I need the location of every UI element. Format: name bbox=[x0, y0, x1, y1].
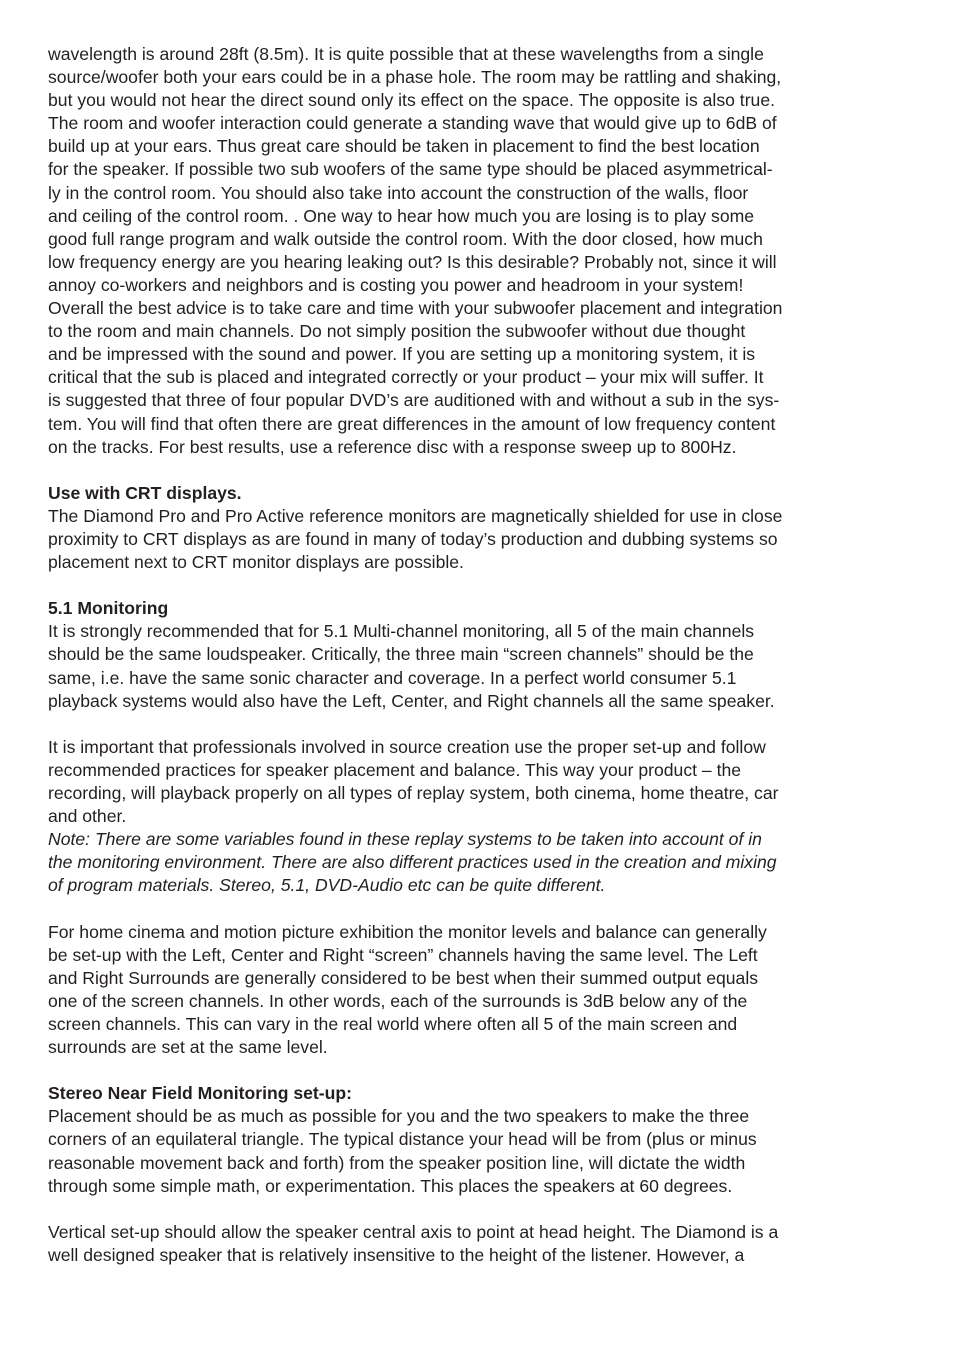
text-line: good full range program and walk outside the control room. With the door closed, how much bbox=[48, 228, 763, 249]
section-heading: Use with CRT displays. bbox=[48, 482, 242, 503]
text-line: one of the screen channels. In other words, each of the surrounds is 3dB below any of the bbox=[48, 990, 748, 1011]
text-line: Placement should be as much as possible for you and the two speakers to make the three bbox=[48, 1106, 750, 1127]
paragraph-spacer bbox=[48, 574, 868, 597]
intro-paragraph bbox=[48, 43, 868, 459]
monitoring-section bbox=[48, 597, 868, 1059]
text-line: recommended practices for speaker placement and balance. This way your product – the bbox=[48, 759, 742, 780]
text-line: and Right Surrounds are generally considered to be best when their summed output equals bbox=[48, 967, 759, 988]
paragraph-spacer bbox=[48, 1059, 868, 1082]
text-line: The room and woofer interaction could generate a standing wave that would give up to 6dB of bbox=[48, 113, 777, 134]
text-line: recording, will playback properly on all types of replay system, both cinema, home theatre, car bbox=[48, 783, 779, 803]
text-line: placement next to CRT monitor displays are possible. bbox=[48, 552, 464, 573]
text-line: wavelength is around 28ft (8.5m). It is quite possible that at these wavelengths from a single bbox=[48, 44, 764, 64]
text-line: Vertical set-up should allow the speaker central axis to point at head height. The Diamond is a bbox=[48, 1221, 779, 1242]
stereo-section bbox=[48, 1082, 868, 1267]
section-heading: Stereo Near Field Monitoring set-up: bbox=[48, 1083, 352, 1104]
paragraph-spacer bbox=[48, 459, 868, 482]
text-line: tem. You will find that often there are great differences in the amount of low frequency content bbox=[48, 413, 776, 434]
text-line: playback systems would also have the Left, Center, and Right channels all the same speaker. bbox=[48, 690, 775, 711]
text-line: proximity to CRT displays as are found in many of today’s production and dubbing systems so bbox=[48, 528, 778, 549]
text-line: same, i.e. have the same sonic character and coverage. In a perfect world consumer 5.1 bbox=[48, 667, 737, 688]
text-line: annoy co-workers and neighbors and is costing you power and headroom in your system! bbox=[48, 274, 744, 295]
crt-section bbox=[48, 482, 868, 574]
text-line: corners of an equilateral triangle. The typical distance your head will be from (plus or minus bbox=[48, 1129, 757, 1150]
text-line: is suggested that three of four popular DVD’s are auditioned with and without a sub in the sys- bbox=[48, 390, 780, 411]
text-line: through some simple math, or experimentation. This places the speakers at 60 degrees. bbox=[48, 1175, 733, 1196]
paragraph-spacer bbox=[48, 1198, 868, 1221]
text-line: For home cinema and motion picture exhibition the monitor levels and balance can generally bbox=[48, 921, 767, 942]
text-line: and be impressed with the sound and power. If you are setting up a monitoring system, it is bbox=[48, 344, 756, 365]
text-line: surrounds are set at the same level. bbox=[48, 1037, 328, 1058]
note-line: Note: There are some variables found in these replay systems to be taken into account of in bbox=[48, 829, 762, 850]
text-line: source/woofer both your ears could be in a phase hole. The room may be rattling and shaking, bbox=[48, 67, 782, 88]
text-line: and other. bbox=[48, 806, 127, 827]
text-line: on the tracks. For best results, use a reference disc with a response sweep up to 800Hz. bbox=[48, 436, 737, 457]
text-line: but you would not hear the direct sound only its effect on the space. The opposite is also true. bbox=[48, 90, 776, 111]
section-heading: 5.1 Monitoring bbox=[48, 598, 169, 619]
text-line: It is strongly recommended that for 5.1 Multi-channel monitoring, all 5 of the main channels bbox=[48, 621, 755, 642]
text-line: reasonable movement back and forth) from the speaker position line, will dictate the width bbox=[48, 1152, 746, 1173]
text-line: critical that the sub is placed and integrated correctly or your product – your mix will suffer. It bbox=[48, 367, 764, 388]
text-line: build up at your ears. Thus great care should be taken in placement to find the best location bbox=[48, 136, 760, 157]
document-page bbox=[48, 43, 868, 1267]
paragraph-spacer bbox=[48, 897, 868, 920]
text-line: for the speaker. If possible two sub woofers of the same type should be placed asymmetrical- bbox=[48, 159, 773, 180]
text-line: low frequency energy are you hearing leaking out? Is this desirable? Probably not, since it will bbox=[48, 251, 777, 272]
text-line: to the room and main channels. Do not simply position the subwoofer without due thought bbox=[48, 321, 746, 342]
text-line: Overall the best advice is to take care and time with your subwoofer placement and integration bbox=[48, 298, 783, 319]
text-line: and ceiling of the control room. . One way to hear how much you are losing is to play some bbox=[48, 205, 755, 226]
text-line: ly in the control room. You should also take into account the construction of the walls, floor bbox=[48, 182, 749, 203]
paragraph-spacer bbox=[48, 713, 868, 736]
text-line: be set-up with the Left, Center and Right “screen” channels having the same level. The Left bbox=[48, 944, 758, 965]
note-line: the monitoring environment. There are also different practices used in the creation and mixing bbox=[48, 852, 777, 873]
text-line: screen channels. This can vary in the real world where often all 5 of the main screen and bbox=[48, 1013, 738, 1034]
text-line: well designed speaker that is relatively insensitive to the height of the listener. However, a bbox=[48, 1244, 745, 1265]
text-line: It is important that professionals involved in source creation use the proper set-up and follow bbox=[48, 736, 766, 757]
text-line: The Diamond Pro and Pro Active reference monitors are magnetically shielded for use in close bbox=[48, 505, 783, 526]
text-line: should be the same loudspeaker. Critically, the three main “screen channels” should be the bbox=[48, 644, 754, 665]
note-line: of program materials. Stereo, 5.1, DVD-Audio etc can be quite different. bbox=[48, 875, 606, 896]
